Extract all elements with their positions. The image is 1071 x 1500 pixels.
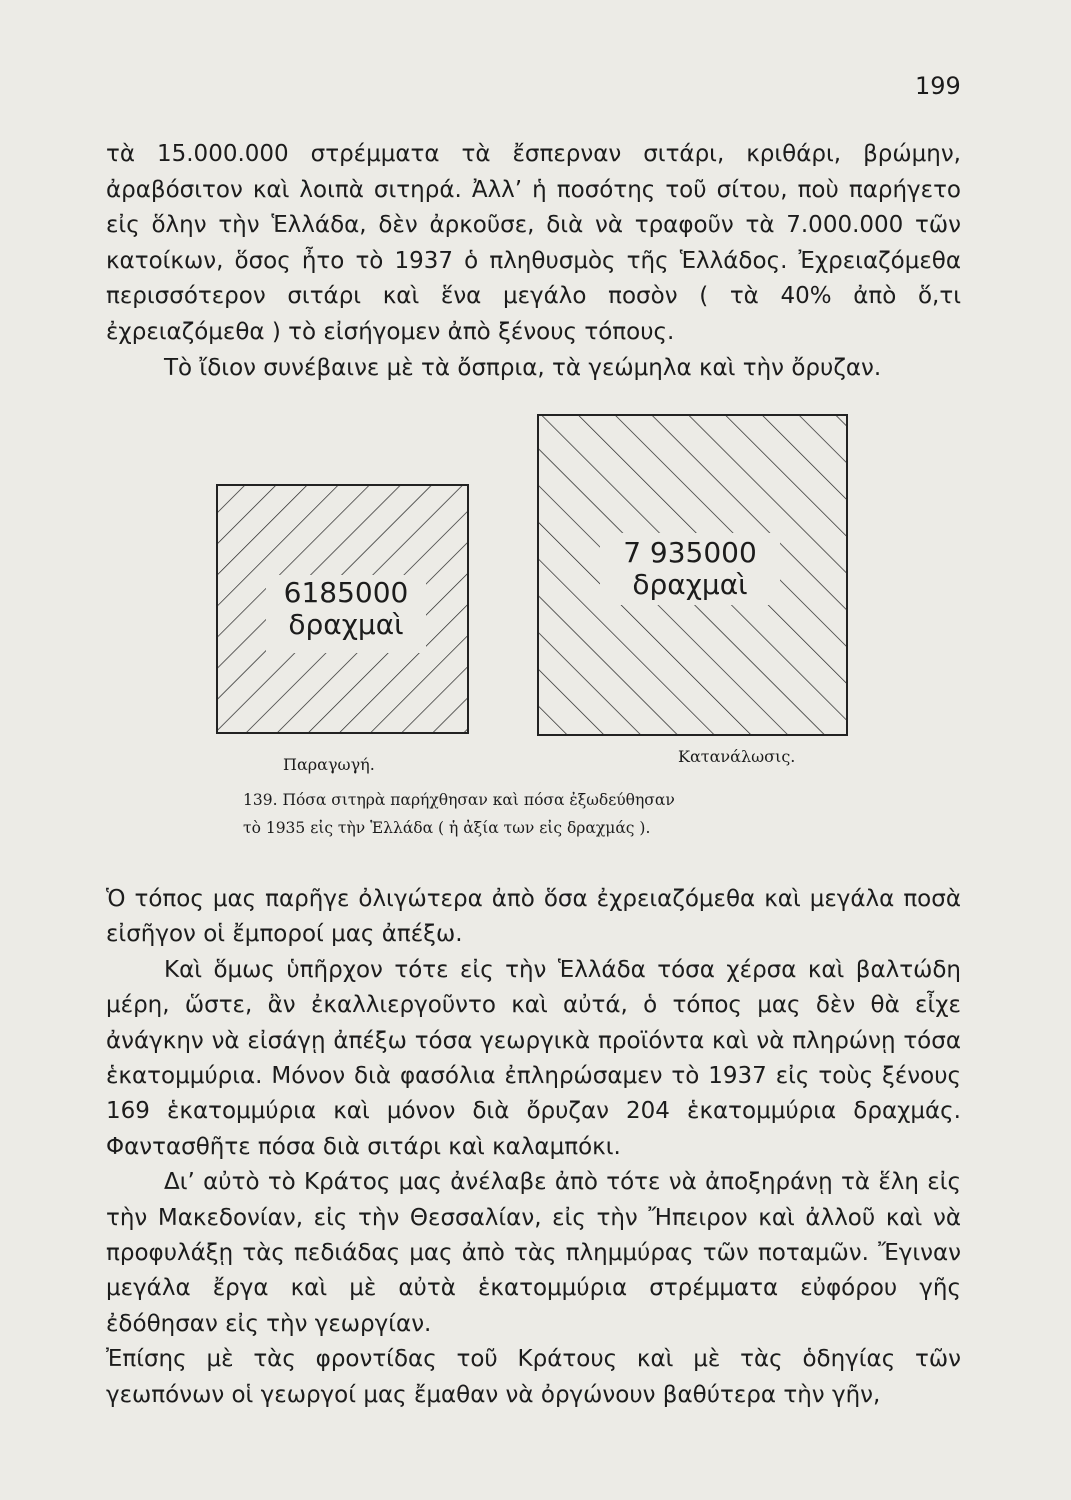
- top-text-block: [106, 137, 961, 386]
- consumption-value-label: [600, 537, 780, 601]
- figure-caption-line2: τὸ 1935 εἰς τὴν Ἑλλάδα ( ἡ ἀξία των εἰς δραχμάς ).: [243, 819, 651, 837]
- production-value: 6185000: [283, 576, 409, 609]
- page-number: 199: [915, 72, 961, 100]
- comparison-figure: [200, 405, 880, 865]
- consumption-label: Κατανάλωσις.: [678, 747, 796, 766]
- figure-caption-line1: 139. Πόσα σιτηρὰ παρήχθησαν καὶ πόσα ἐξωδεύθησαν: [243, 791, 675, 809]
- paragraph: Δι’ αὐτὸ τὸ Κράτος μας ἀνέλαβε ἀπὸ τότε νὰ ἀποξηράνῃ τὰ ἕλη εἰς τὴν Μακεδονίαν, εἰς τὴν Θεσσαλίαν, εἰς τὴν Ἤπειρον καὶ ἀλλοῦ καὶ νὰ προφυλάξῃ τὰς πεδιάδας μας ἀπὸ τὰς πλημμύρας τῶν ποταμῶν. Ἔγιναν μεγάλα ἔργα καὶ μὲ αὐτὰ ἑκατομμύρια στρέμματα εὐφόρου γῆς ἐδόθησαν εἰς τὴν γεωργίαν.: [106, 1169, 961, 1337]
- paragraph: Ὁ τόπος μας παρῆγε ὀλιγώτερα ἀπὸ ὅσα ἐχρειαζόμεθα καὶ μεγάλα ποσὰ εἰσῆγον οἱ ἔμποροί μας ἀπέξω.: [106, 886, 961, 948]
- paragraph: Καὶ ὅμως ὑπῆρχον τότε εἰς τὴν Ἑλλάδα τόσα χέρσα καὶ βαλτώδη μέρη, ὥστε, ἂν ἐκαλλιεργοῦντο καὶ αὐτά, ὁ τόπος μας δὲν θὰ εἶχε ἀνάγκην νὰ εἰσάγῃ ἀπέξω τόσα γεωργικὰ προϊόντα καὶ νὰ πληρώνῃ τόσα ἑκατομμύρια. Μόνον διὰ φασόλια ἐπληρώσαμεν τὸ 1937 εἰς τοὺς ξένους 169 ἑκατομμύρια καὶ μόνον διὰ ὄρυζαν 204 ἑκατομμύρια δραχμάς. Φαντασθῆτε πόσα διὰ σιτάρι καὶ καλαμπόκι.: [106, 956, 961, 1160]
- consumption-value: 7 935000: [623, 536, 757, 569]
- production-value-label: [266, 577, 426, 641]
- paragraph: Ἐπίσης μὲ τὰς φροντίδας τοῦ Κράτους καὶ μὲ τὰς ὁδηγίας τῶν γεωπόνων οἱ γεωργοί μας ἔμαθαν νὰ ὀργώνουν βαθύτερα τὴν γῆν,: [106, 1346, 961, 1408]
- paragraph: Τὸ ἴδιον συνέβαινε μὲ τὰ ὄσπρια, τὰ γεώμηλα καὶ τὴν ὄρυζαν.: [164, 354, 882, 381]
- bottom-text-block: [106, 882, 961, 1413]
- consumption-unit: δραχμαὶ: [632, 568, 748, 601]
- paragraph: τὰ 15.000.000 στρέμματα τὰ ἔσπερναν σιτάρι, κριθάρι, βρώμην, ἀραβόσιτον καὶ λοιπὰ σιτηρά. Ἀλλ’ ἡ ποσότης τοῦ σίτου, ποὺ παρήγετο εἰς ὅλην τὴν Ἑλλάδα, δὲν ἀρκοῦσε, διὰ νὰ τραφοῦν τὰ 7.000.000 τῶν κατοίκων, ὅσος ἦτο τὸ 1937 ὁ πληθυσμὸς τῆς Ἑλλάδος. Ἐχρειαζόμεθα περισσότερον σιτάρι καὶ ἕνα μεγάλο ποσὸν ( τὰ 40% ἀπὸ ὅ,τι ἐχρειαζόμεθα ) τὸ εἰσήγομεν ἀπὸ ξένους τόπους.: [106, 141, 961, 345]
- production-label: Παραγωγή.: [283, 755, 375, 774]
- production-unit: δραχμαὶ: [288, 608, 404, 641]
